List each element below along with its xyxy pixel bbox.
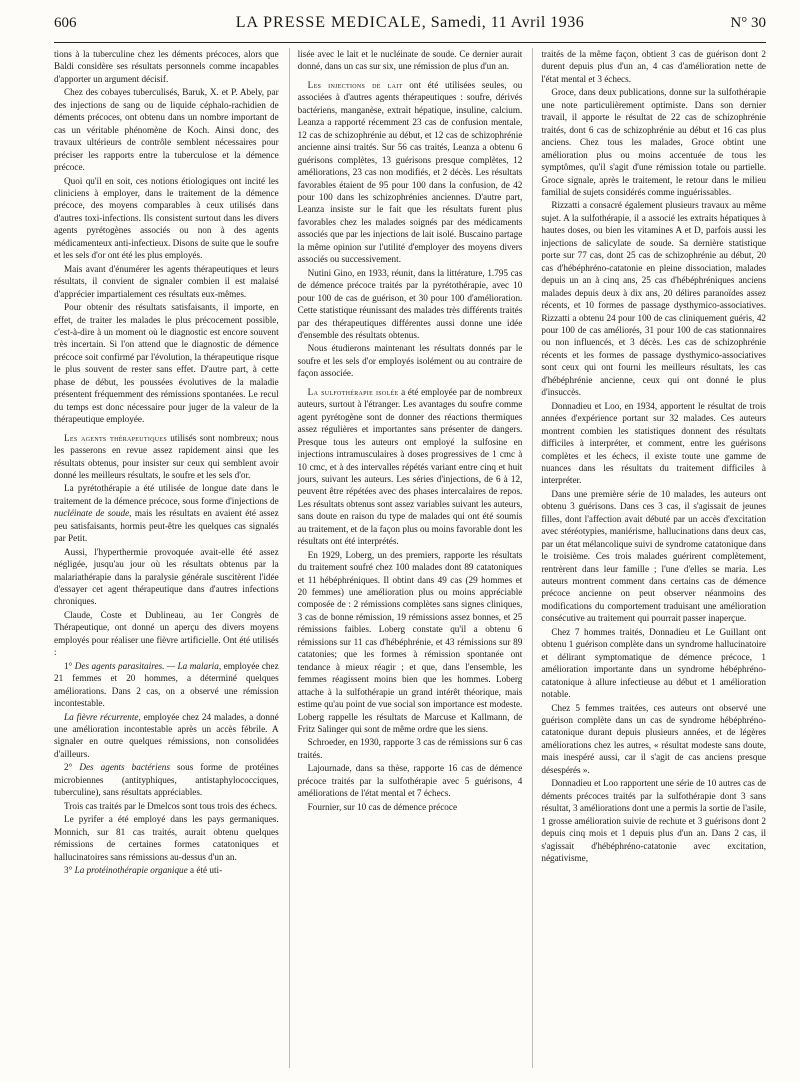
paragraph: Groce, dans deux publications, donne sur la sulfothérapie une note particulièrement optimiste. Dans son dernier travail, il apporte le résultat de 22 cas de schizophrénie traités, dont 6 cas de schizophrénie au début et 16 cas plus anciens. Chez tous les malades, Groce obtint une amélioration plus ou moins accentuée de tous les symptômes, qu'il s'agit d'une rémission totale ou partielle. Groce signale, après le traitement, le retour dans le milieu familial de sujets considérés comme inguérissables. bbox=[541, 87, 766, 197]
paragraph: traités de la même façon, obtient 3 cas de guérison dont 2 durent depuis plus d'un an, 4 cas d'amélioration nette de l'état mental et 3 échecs. bbox=[541, 49, 766, 84]
header-title: LA PRESSE MEDICALE, Samedi, 11 Avril 1936 bbox=[235, 14, 585, 31]
paragraph: Chez 7 hommes traités, Donnadieu et Le Guillant ont obtenu 1 guérison complète dans un syndrome hallucinatoire et délirant symptomatique de démence précoce, 1 amélioration importante dans un syndrome hébéphréno-catatonique à allure infectieuse au début et 1 amélioration notable. bbox=[541, 626, 766, 700]
paragraph: Rizzatti a consacré également plusieurs travaux au même sujet. A la sulfothérapie, il a associé les extraits hépatiques à hautes doses, ou bien les vitamines A et D, parfois aussi les injections de salicylate de soude. Sa dernière statistique porte sur 77 cas, dont 25 cas de schizophrénie au début, 20 cas d'hébéphréno-catatonie en pleine dissociation, malades depuis un an à cinq ans, 25 cas d'hébéphréniques anciens malades depuis deux à dix ans, 20 délires paranoïdes assez récents, et 10 formes de passage dysthymico-associatives. Rizzatti a obtenu 24 pour 100 de cas cliniquement guéris, 42 pour 100 de cas améliorés, 31 pour 100 de cas stationnaires ou non influencés, et 3 décès. Les cas de schizophrénie récents et les formes de passage dysthymico-associatives sont ceux qui ont fourni les meilleurs résultats, les cas d'hébéphrénie ancienne, ceux qui ont donné le plus d'insuccès. bbox=[541, 200, 766, 398]
section-lead: Les agents thérapeutiques bbox=[64, 432, 168, 443]
column-2 bbox=[289, 48, 523, 1068]
paragraph: Quoi qu'il en soit, ces notions étiologiques ont incité les cliniciens à employer, dans le traitement de la démence précoce, des moyens comparables à ceux utilisés dans d'autres toxi-infections. Ils consistent surtout dans les divers agents pyrétogènes associés ou non à des agents médicamenteux anti-infectieux. Disons de suite que le soufre et les sels d'or ont été les plus employés. bbox=[54, 175, 279, 261]
section-lead: La sulfothérapie isolée bbox=[307, 386, 399, 397]
paragraph: Dans une première série de 10 malades, les auteurs ont obtenu 3 guérisons. Dans ces 3 cas, il s'agissait de jeunes filles, dont l'affection avait débuté par un accès d'excitation avec stéréotypies, maniérisme, hallucinations dans deux cas, par un état mélancolique suivi de syndrome catatonique dans le troisième. Ces trois malades guérirent complètement, rentrèrent dans leur famille ; l'une d'elles se maria. Les auteurs montrent comment dans certains cas de démence précoce ancienne on peut observer néanmoins des modifications du comportement traduisant une amélioration consécutive au traitement qui pourrait passer inaperçue. bbox=[541, 488, 766, 624]
page-header bbox=[54, 14, 766, 43]
journal-name: LA PRESSE MEDICALE bbox=[235, 14, 422, 31]
paragraph: La sulfothérapie isolée a été employée par de nombreux auteurs, surtout à l'étranger. Les avantages du soufre comme agent pyrétogène sont de donner des réactions thermiques assez régulières et importantes sans présenter de dangers. Presque tous les auteurs ont employé la sulfosine en injections intramusculaires à doses progressives de 1 cmc à 10 cmc, et à des intervalles répétés variant entre cinq et huit jours, suivant les auteurs. Les séries d'injections, de 6 à 12, peuvent être répétées avec des phases intercalaires de repos. Les résultats obtenus sont assez variables suivant les auteurs, sans doute en raison du type de malades qui ont été soumis au traitement, et de la façon plus ou moins favorable dont les résultats ont été interprétés. bbox=[297, 386, 523, 547]
paragraph: Schroeder, en 1930, rapporte 3 cas de rémissions sur 6 cas traités. bbox=[297, 737, 523, 760]
paragraph: tions à la tuberculine chez les déments précoces, alors que Baldi considère ses résultats personnels comme incapables d'apporter un argument décisif. bbox=[54, 49, 279, 84]
paragraph: Mais avant d'énumérer les agents thérapeutiques et leurs résultats, il convient de signaler combien il est malaisé d'apprécier impartialement ces résultats eux-mêmes. bbox=[54, 263, 279, 299]
issue-date: Samedi, 11 Avril 1936 bbox=[430, 14, 585, 31]
paragraph: Claude, Coste et Dublineau, au 1er Congrès de Thérapeutique, ont donné un aperçu des divers moyens employés pour réaliser une fièvre artificielle. Ont été utilisés : bbox=[54, 609, 279, 658]
paragraph: Trois cas traités par le Dmelcos sont tous trois des échecs. bbox=[64, 800, 278, 811]
paragraph: La pyrétothérapie a été utilisée de longue date dans le traitement de la démence précoce, sous forme d'injections de nucléinate de soude, mais les résultats en avaient été assez peu satisfaisants, hormis peut-être les quelques cas signalés par Petit. bbox=[54, 483, 279, 544]
column-3 bbox=[532, 48, 766, 1068]
article-columns bbox=[54, 48, 766, 1068]
paragraph: Donnadieu et Loo rapportent une série de 10 autres cas de déments précoces traités par la sulfothérapie dont 3 sans résultat, 3 améliorations dont une a permis la sortie de l'asile, 1 grosse amélioration suivie de rechute et 3 guérisons dont 2 depuis cinq mois et 1 depuis plus d'un an. Dans 2 cas, il s'agissait d'hébéphréno-catatonie avec excitation, négativisme, bbox=[541, 778, 766, 863]
paragraph: La fièvre récurrente, employée chez 24 malades, a donné une amélioration incontestable après un accès fébrile. A signaler en outre quelques rémissions, non consolidées d'ailleurs. bbox=[54, 711, 279, 759]
paragraph: En 1929, Loberg, un des premiers, rapporte les résultats du traitement soufré chez 100 malades dont 89 catatoniques et 11 hébéphréniques. Il obtint dans 49 cas (29 hommes et 20 femmes) une amélioration plus ou moins appréciable composée de : 2 rémissions complètes sans signes cliniques, 3 cas de bonne rémission, 19 rémissions assez bonnes, et 25 rémissions faibles. Loberg constate qu'il a obtenu 6 rémissions sur 11 cas d'hébéphrénie, et 43 rémissions sur 89 catatonies; que les formes à rémission spontanée ont tendance à mieux réagir ; et que, dans l'ensemble, les femmes réagissent moins bien que les hommes. Loberg attache à la sulfothérapie un grand intérêt théorique, mais estime qu'au point de vue social son importance est modeste. Loberg rappelle les résultats de Marcuse et Kallmann, de Fritz Salinger qui sont de même ordre que les siens. bbox=[297, 549, 523, 735]
paragraph: Pour obtenir des résultats satisfaisants, il importe, en effet, de traiter les malades le plus précocement possible, c'est-à-dire à un moment où le diagnostic est encore souvent très incertain. Si l'on attend que le diagnostic de démence précoce soit confirmé par l'évolution, la thérapeutique risque le plus souvent de rester sans effet. D'autre part, à cette phase de début, les poussées évolutives de la maladie présentent fréquemment des rémissions spontanées. Le recul du temps est donc nécessaire pour juger de la valeur de la thérapeutique employée. bbox=[54, 302, 279, 425]
paragraph: Fournier, sur 10 cas de démence précoce bbox=[307, 801, 458, 812]
paragraph: 1° Des agents parasitaires. — La malaria, employée chez 21 femmes et 20 hommes, a déterminé quelques améliorations. Dans 2 cas, on a observé une rémission incontestable. bbox=[54, 660, 279, 709]
issue-number: N° 30 bbox=[730, 15, 766, 31]
paragraph: 2° Des agents bactériens sous forme de protéines microbiennes (antityphiques, antistaphylococciques, tuberculine), sans résultats appréciables. bbox=[54, 762, 279, 798]
paragraph: Les injections de lait ont été utilisées seules, ou associées à d'autres agents thérapeutiques : soufre, dérivés bactériens, manganèse, extrait hépatique, insuline, calcium. Leanza a rapporté récemment 23 cas de confusion mentale, 12 cas de schizophrénie au début, et 12 cas de schizophrénie ancienne ainsi traités. Sur 56 cas traités, Leanza a obtenu 6 guérisons complètes, 13 guérisons presque complètes, 12 améliorations, 23 cas non modifiés, et 2 décès. Les résultats favorables étaient de 95 pour 100 dans la confusion, de 42 pour 100 dans les schizophrénies anciennes. D'autre part, Leanza insiste sur le fait que les résultats furent plus favorables chez les malades soignés par des médicaments associés que par les injections de lait isolé. Buscaino partage la même opinion sur l'utilité d'employer des moyens divers associés ou successivement. bbox=[297, 79, 523, 265]
paragraph: 3° La protéinothérapie organique a été uti- bbox=[64, 865, 223, 875]
section-lead: Les injections de lait bbox=[307, 79, 403, 90]
paragraph: lisée avec le lait et le nucléinate de soude. Ce dernier aurait donné, dans un cas sur six, une rémission de plus d'un an. bbox=[297, 49, 523, 72]
paragraph: Chez 5 femmes traitées, ces auteurs ont observé une guérison complète dans un cas de syndrome hébéphréno-catatonique durant depuis plusieurs années, et de légères améliorations chez les autres, « résultat modeste sans doute, mais inespéré aussi, car il s'agit de cas anciens presque désespérés ». bbox=[541, 702, 766, 775]
paragraph: Donnadieu et Loo, en 1934, apportent le résultat de trois années d'expérience portant sur 32 malades. Ces auteurs montrent combien les statistiques donnent des résultats difficiles à interpréter, et comment, entre les guérisons complètes et les échecs, il existe toute une gamme de nuances dans les résultats du traitement difficiles à interpréter. bbox=[541, 400, 766, 486]
paragraph: Aussi, l'hyperthermie provoquée avait-elle été assez négligée, jusqu'au jour où les résultats obtenus par la malariathérapie dans la paralysie générale suscitèrent l'idée d'essayer cet agent thérapeutique dans d'autres infections chroniques. bbox=[54, 546, 279, 607]
paragraph: Nutini Gino, en 1933, réunit, dans la littérature, 1.795 cas de démence précoce traités par la pyrétothérapie, avec 10 pour 100 de cas de guérison, et 30 pour 100 d'amélioration. Cette statistique réunissant des malades très différents traités par des thérapeutiques différentes aussi donne une idée d'ensemble des résultats obtenus. bbox=[297, 267, 523, 340]
paragraph: Lajournade, dans sa thèse, rapporte 16 cas de démence précoce traités par la sulfothérapie avec 5 guérisons, 4 améliorations de l'état mental et 7 échecs. bbox=[297, 763, 523, 799]
paragraph: Les agents thérapeutiques utilisés sont nombreux; nous les passerons en revue assez rapidement ainsi que les résultats obtenus, pour insister sur ceux qui semblent avoir donné les meilleurs résultats, le soufre et les sels d'or. bbox=[54, 432, 279, 480]
page-number: 606 bbox=[54, 15, 77, 31]
paragraph: Chez des cobayes tuberculisés, Baruk, X. et P. Abely, par des injections de sang ou de liquide céphalo-rachidien de déments précoces, ont obtenu dans un nombre important de cas un véritable phénomène de Koch. Ainsi donc, des travaux ultérieurs de contrôle semblent nécessaires pour préciser les rapports entre la tuberculose et la démence précoce. bbox=[54, 87, 279, 173]
column-1 bbox=[54, 48, 279, 1068]
paragraph: Nous étudierons maintenant les résultats donnés par le soufre et les sels d'or employés isolément ou au contraire de façon associée. bbox=[297, 343, 523, 379]
paragraph: Le pyrifer a été employé dans les pays germaniques. Monnich, sur 81 cas traités, aurait obtenu quelques rémissions de certaines formes catatoniques et hallucinatoires sans rémissions au-dessus d'un an. bbox=[54, 814, 279, 862]
